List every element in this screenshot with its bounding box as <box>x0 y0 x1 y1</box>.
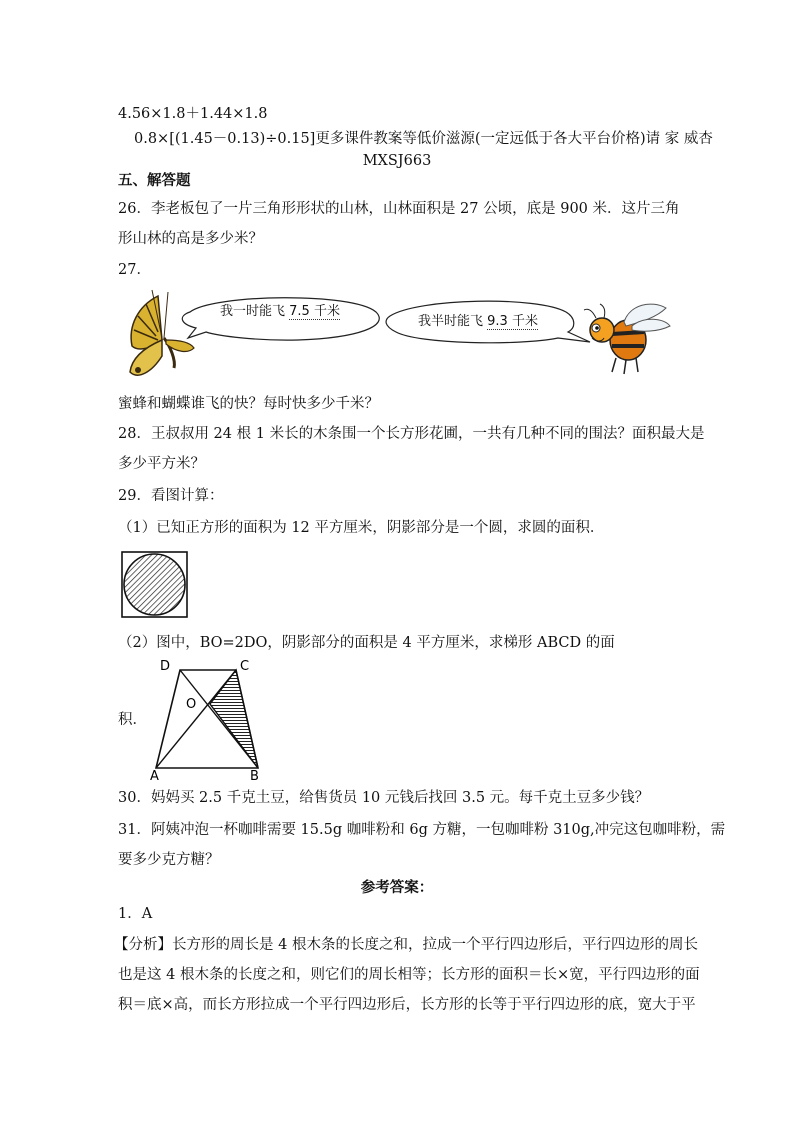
butterfly-icon <box>130 290 194 375</box>
bubble-left-text <box>220 302 340 322</box>
vertex-label-b: B <box>250 769 259 780</box>
calc-expression-1: 4.56×1.8＋1.44×1.8 <box>118 106 268 122</box>
question-28-line1: 28．王叔叔用 24 根 1 米长的木条围一个长方形花圃，一共有几种不同的围法？面积最大是 <box>118 426 705 442</box>
vertex-label-c: C <box>240 659 250 674</box>
vertex-label-o: O <box>186 697 197 712</box>
question-28-line2: 多少平方米？ <box>118 456 205 472</box>
bubble-right-value: 9.3 千米 <box>487 314 538 329</box>
bubble-left-value: 7.5 千米 <box>289 304 340 319</box>
calc-expression-2: 0.8×[(1.45－0.13)÷0.15]更多课件教案等低价滋源(一定远低于各大平台价格)请 家 威杏 <box>134 131 713 147</box>
question-29-part1: （1）已知正方形的面积为 12 平方厘米，阴影部分是一个圆，求圆的面积． <box>118 520 605 536</box>
section-heading: 五、解答题 <box>118 172 191 189</box>
question-29-part2-end: 积． <box>118 712 147 728</box>
analysis-line2: 也是这 4 根木条的长度之和，则它们的周长相等；长方形的面积＝长×宽，平行四边形的面 <box>118 967 700 983</box>
butterfly-bee-illustration <box>118 286 678 394</box>
answer-1: 1．A <box>118 906 153 922</box>
bubble-left-prefix: 我一时能飞 <box>220 304 290 319</box>
question-31-line1: 31．阿姨冲泡一杯咖啡需要 15.5g 咖啡粉和 6g 方糖，一包咖啡粉 310g,冲完这包咖啡粉，需 <box>118 822 726 838</box>
trapezoid-figure <box>148 656 270 780</box>
bubble-right-prefix: 我半时能飞 <box>418 314 488 329</box>
question-26-line2: 形山林的高是多少米？ <box>118 231 263 247</box>
question-29-heading: 29．看图计算： <box>118 488 224 504</box>
analysis-line1: 【分析】长方形的周长是 4 根木条的长度之和，拉成一个平行四边形后，平行四边形的周长 <box>114 937 698 953</box>
question-30: 30．妈妈买 2.5 千克土豆，给售货员 10 元钱后找回 3.5 元。每千克土豆多少钱？ <box>118 790 650 806</box>
answers-title: 参考答案： <box>360 879 434 896</box>
question-26-line1: 26．李老板包了一片三角形形状的山林，山林面积是 27 公顷，底是 900 米．这片三角 <box>118 201 680 217</box>
vertex-label-d: D <box>160 659 171 674</box>
vertex-label-a: A <box>150 769 159 780</box>
question-27-number: 27． <box>118 262 151 278</box>
question-31-line2: 要多少克方糖？ <box>118 852 220 868</box>
calc-expression-2-cont: MXSJ663 <box>362 153 432 169</box>
question-27-text: 蜜蜂和蝴蝶谁飞的快？每时快多少千米？ <box>118 396 379 412</box>
question-29-part2: （2）图中，BO=2DO，阴影部分的面积是 4 平方厘米，求梯形 ABCD 的面 <box>118 635 615 651</box>
analysis-line3: 积＝底×高，而长方形拉成一个平行四边形后，长方形的长等于平行四边形的底，宽大于平 <box>118 997 696 1013</box>
bee-icon <box>584 304 670 374</box>
square-circle-figure <box>121 551 189 619</box>
bubble-right-text <box>418 312 538 332</box>
